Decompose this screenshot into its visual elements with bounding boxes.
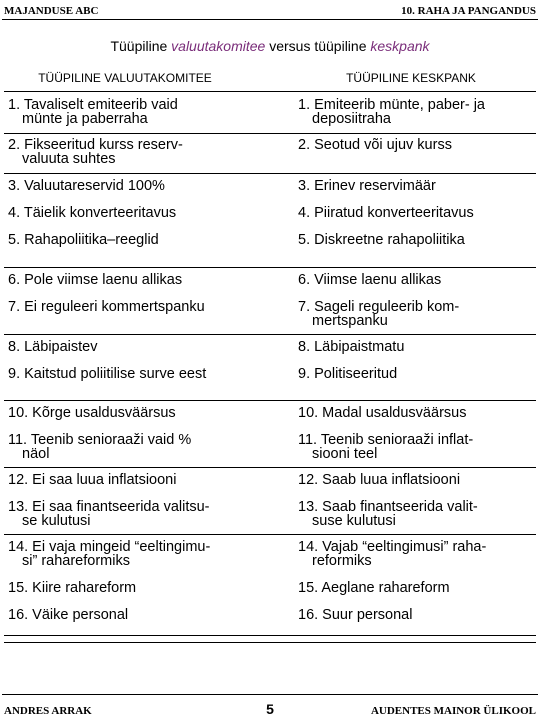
currency-board-item	[8, 581, 136, 595]
currency-board-item	[8, 98, 178, 126]
item-text: 5. Diskreetne rahapoliitika	[298, 232, 465, 248]
item-text: 1. Emiteerib münte, paber- ja	[298, 97, 485, 113]
currency-board-item	[8, 206, 176, 220]
row-separator	[4, 334, 536, 335]
central-bank-item	[298, 540, 486, 568]
row-separator	[4, 467, 536, 468]
item-text: 7. Sageli reguleerib kom-	[298, 299, 460, 315]
central-bank-item	[298, 273, 441, 287]
central-bank-item	[298, 367, 397, 381]
page-title	[0, 38, 540, 54]
title-prefix: Tüüpiline	[110, 38, 172, 54]
currency-board-item	[8, 500, 210, 528]
footer-author: ANDRES ARRAK	[4, 705, 92, 717]
item-text: 13. Saab finantseerida valit-	[298, 499, 478, 515]
currency-board-item	[8, 300, 205, 314]
item-text: 7. Ei reguleeri kommertspanku	[8, 299, 205, 315]
currency-board-item	[8, 433, 191, 461]
item-text: 6. Pole viimse laenu allikas	[8, 272, 183, 288]
item-text: 16. Väike personal	[8, 607, 129, 623]
row-separator	[4, 400, 536, 401]
item-text: 13. Ei saa finantseerida valitsu-	[8, 499, 210, 515]
header-left-text: MAJANDUSE ABC	[4, 5, 99, 17]
item-text-continuation: mertspanku	[312, 313, 388, 329]
item-text: 14. Ei vaja mingeid “eeltingimu-	[8, 539, 211, 555]
currency-board-item	[8, 473, 176, 487]
item-text: 2. Seotud või ujuv kurss	[298, 137, 452, 153]
currency-board-item	[8, 608, 128, 622]
item-text-continuation: münte ja paberraha	[22, 111, 148, 127]
item-text: 5. Rahapoliitika–reeglid	[8, 232, 159, 248]
central-bank-item	[298, 433, 473, 461]
row-separator	[4, 534, 536, 535]
item-text-continuation: suse kulutusi	[312, 513, 396, 529]
item-text-continuation: reformiks	[312, 553, 372, 569]
item-text: 10. Kõrge usaldusväärsus	[8, 405, 176, 421]
item-text: 10. Madal usaldusväärsus	[298, 405, 467, 421]
item-text: 6. Viimse laenu allikas	[298, 272, 442, 288]
currency-board-item	[8, 367, 206, 381]
page-number: 5	[266, 701, 274, 717]
item-text: 12. Ei saa luua inflatsiooni	[8, 472, 177, 488]
column-header-currency-board: TÜÜPILINE VALUUTAKOMITEE	[38, 71, 212, 85]
comparison-table	[4, 91, 536, 643]
currency-board-item	[8, 233, 159, 247]
item-text: 15. Aeglane rahareform	[298, 580, 450, 596]
item-text: 9. Kaitstud poliitilise surve eest	[8, 366, 207, 382]
currency-board-item	[8, 273, 182, 287]
central-bank-item	[298, 233, 465, 247]
item-text-continuation: deposiitraha	[312, 111, 391, 127]
currency-board-item	[8, 540, 210, 568]
row-separator	[4, 173, 536, 174]
item-text: 16. Suur personal	[298, 607, 413, 623]
item-text: 11. Teenib senioraaži vaid %	[8, 432, 192, 448]
item-text-continuation: näol	[22, 446, 50, 462]
item-text: 14. Vajab “eeltingimusi” raha-	[298, 539, 487, 555]
central-bank-item	[298, 179, 436, 193]
item-text: 8. Läbipaistev	[8, 339, 98, 355]
item-text: 8. Läbipaistmatu	[298, 339, 405, 355]
item-text-continuation: se kulutusi	[22, 513, 91, 529]
item-text: 2. Fikseeritud kurss reserv-	[8, 137, 183, 153]
item-text: 9. Politiseeritud	[298, 366, 398, 382]
page-footer	[2, 694, 538, 719]
central-bank-item	[298, 581, 450, 595]
item-text: 12. Saab luua inflatsiooni	[298, 472, 461, 488]
central-bank-item	[298, 300, 459, 328]
row-separator	[4, 267, 536, 268]
central-bank-item	[298, 608, 412, 622]
currency-board-item	[8, 340, 97, 354]
item-text-continuation: valuuta suhtes	[22, 151, 116, 167]
central-bank-item	[298, 138, 452, 152]
title-accent-central-bank: keskpank	[370, 38, 430, 54]
central-bank-item	[298, 406, 466, 420]
item-text: 1. Tavaliselt emiteerib vaid	[8, 97, 178, 113]
central-bank-item	[298, 340, 404, 354]
item-text: 4. Piiratud konverteeritavus	[298, 205, 474, 221]
row-separator	[4, 133, 536, 134]
central-bank-item	[298, 473, 460, 487]
currency-board-item	[8, 138, 183, 166]
header-right-text: 10. RAHA JA PANGANDUS	[401, 5, 536, 17]
item-text: 3. Valuutareservid 100%	[8, 178, 165, 194]
central-bank-item	[298, 500, 478, 528]
item-text: 11. Teenib senioraaži inflat-	[298, 432, 474, 448]
central-bank-item	[298, 98, 485, 126]
item-text: 15. Kiire rahareform	[8, 580, 137, 596]
title-middle: versus tüüpiline	[265, 38, 371, 54]
title-accent-currency-board: valuutakomitee	[171, 38, 266, 54]
currency-board-item	[8, 406, 176, 420]
currency-board-item	[8, 179, 165, 193]
row-separator	[4, 635, 536, 636]
item-text-continuation: si” rahareformiks	[22, 553, 130, 569]
page-header	[2, 3, 538, 20]
item-text-continuation: siooni teel	[312, 446, 378, 462]
column-header-central-bank: TÜÜPILINE KESKPANK	[346, 71, 476, 85]
central-bank-item	[298, 206, 474, 220]
item-text: 3. Erinev reservimäär	[298, 178, 436, 194]
footer-institution: AUDENTES MAINOR ÜLIKOOL	[370, 705, 536, 717]
item-text: 4. Täielik konverteeritavus	[8, 205, 177, 221]
